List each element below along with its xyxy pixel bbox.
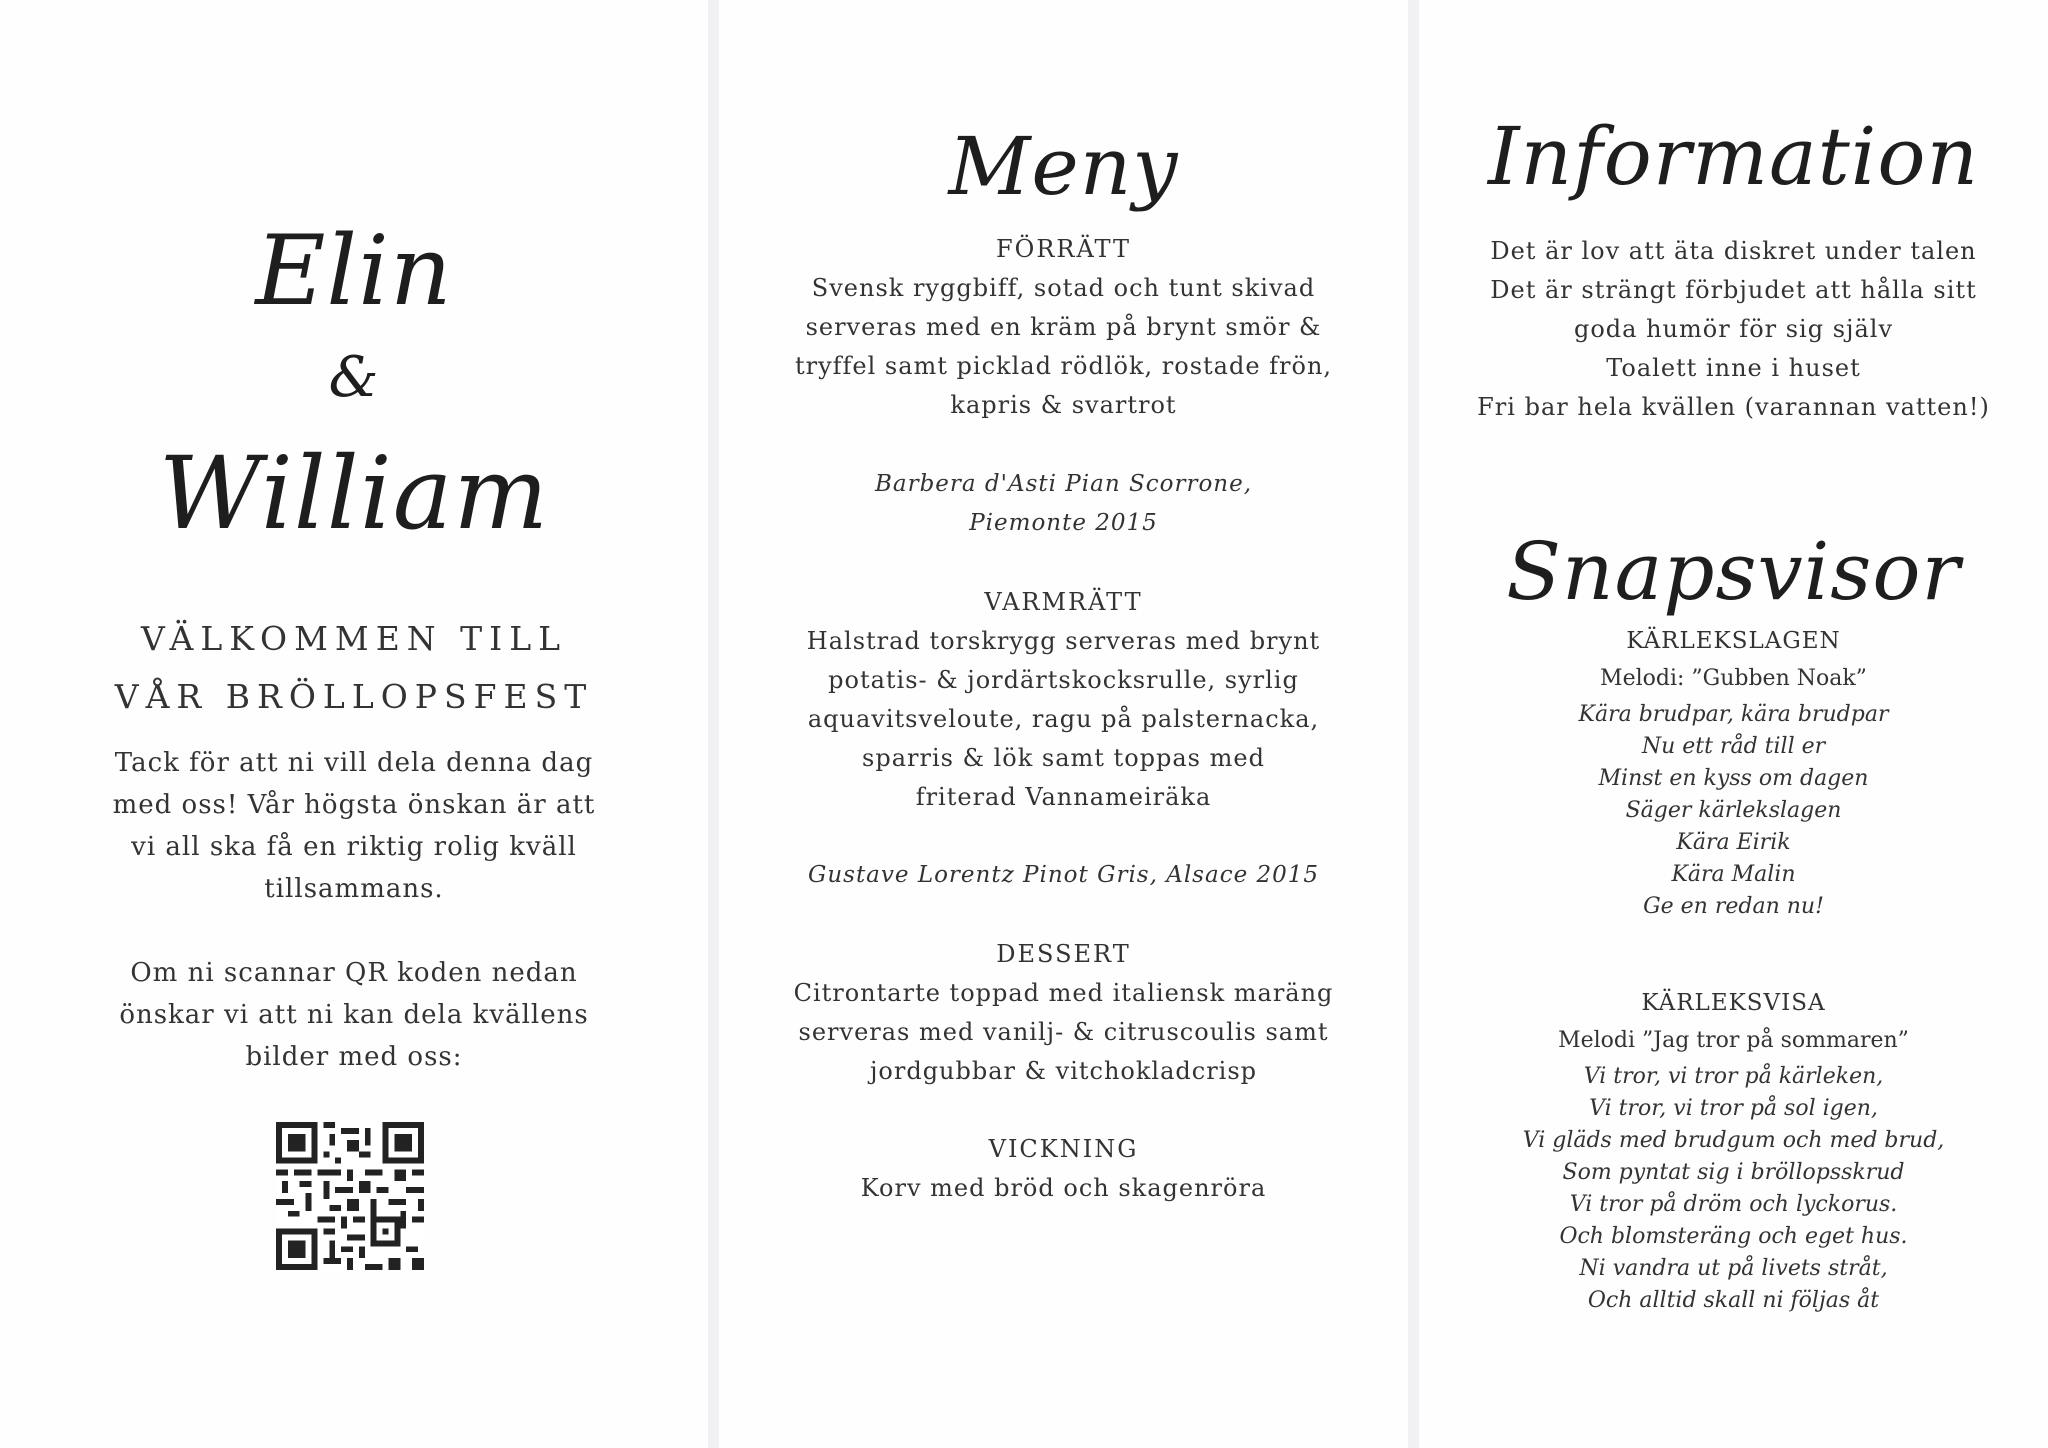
info-panel <box>1419 0 2048 1448</box>
groom-name: William <box>158 435 550 552</box>
song-1-melody: Melodi: ”Gubben Noak” <box>1600 666 1867 691</box>
lyric-line: Vi tror, vi tror på sol igen, <box>1589 1096 1878 1121</box>
dessert-heading: DESSERT <box>996 940 1131 968</box>
starter-section <box>719 230 1408 425</box>
info-item: Det är lov att äta diskret under talen <box>1490 237 1977 265</box>
lyric-line: Kära brudpar, kära brudpar <box>1578 702 1889 727</box>
song-2-lyrics <box>1419 1061 2048 1317</box>
lyric-line: Nu ett råd till er <box>1641 734 1826 759</box>
late-heading: VICKNING <box>988 1135 1139 1163</box>
dessert-line: serveras med vanilj- & citruscoulis samt <box>798 1018 1329 1046</box>
info-item: goda humör för sig själv <box>1573 315 1894 343</box>
late-line: Korv med bröd och skagenröra <box>860 1174 1267 1202</box>
info-list <box>1419 232 2048 427</box>
main-line: friterad Vannameiräka <box>915 783 1212 811</box>
welcome-line-1: VÄLKOMMEN TILL <box>140 619 568 658</box>
dessert-line: Citrontarte toppad med italiensk maräng <box>793 979 1334 1007</box>
starter-line: Svensk ryggbiff, sotad och tunt skivad <box>811 274 1316 302</box>
lyric-line: Säger kärlekslagen <box>1625 798 1842 823</box>
menu-panel <box>719 0 1408 1448</box>
welcome-line-2: VÅR BRÖLLOPSFEST <box>114 677 594 716</box>
dessert-line: jordgubbar & vitchokladcrisp <box>869 1057 1258 1085</box>
starter-wine-line: Barbera d'Asti Pian Scorrone, <box>874 471 1253 497</box>
main-line: Halstrad torskrygg serveras med brynt <box>806 627 1321 655</box>
bride-name: Elin <box>255 215 453 327</box>
main-line: aquavitsveloute, ragu på palsternacka, <box>807 705 1320 733</box>
song-1-title: KÄRLEKSLAGEN <box>1626 628 1841 654</box>
lyric-line: Kära Eirik <box>1676 830 1791 855</box>
main-heading: VARMRÄTT <box>984 588 1143 616</box>
lyric-line: Ni vandra ut på livets stråt, <box>1579 1256 1888 1281</box>
info-item: Fri bar hela kvällen (varannan vatten!) <box>1477 393 1990 421</box>
starter-line: serveras med en kräm på brynt smör & <box>805 313 1322 341</box>
lyric-line: Vi gläds med brudgum och med brud, <box>1522 1128 1945 1153</box>
lyric-line: Minst en kyss om dagen <box>1598 766 1869 791</box>
lyric-line: Vi tror, vi tror på kärleken, <box>1583 1064 1884 1089</box>
qr-instructions: Om ni scannar QR koden nedan önskar vi att ni kan dela kvällens bilder med oss: <box>119 958 589 1072</box>
welcome-heading <box>0 610 708 726</box>
song-2-melody: Melodi ”Jag tror på sommaren” <box>1558 1028 1909 1053</box>
main-line: potatis- & jordärtskocksrulle, syrlig <box>828 666 1299 694</box>
lyric-line: Och alltid skall ni följas åt <box>1587 1288 1880 1313</box>
starter-line: kapris & svartrot <box>950 391 1177 419</box>
song-2-title: KÄRLEKSVISA <box>1641 990 1826 1016</box>
late-section <box>719 1130 1408 1208</box>
snaps-title: Snapsvisor <box>1506 525 1961 618</box>
starter-heading: FÖRRÄTT <box>996 235 1131 263</box>
starter-line: tryffel samt picklad rödlök, rostade frön, <box>794 352 1333 380</box>
lyric-line: Som pyntat sig i bröllopsskrud <box>1562 1160 1905 1185</box>
starter-wine <box>719 465 1408 543</box>
main-line: sparris & lök samt toppas med <box>862 744 1265 772</box>
starter-wine-line: Piemonte 2015 <box>969 510 1158 536</box>
lyric-line: Kära Malin <box>1671 862 1796 887</box>
ampersand: & <box>328 345 380 410</box>
welcome-panel <box>0 0 708 1448</box>
main-wine: Gustave Lorentz Pinot Gris, Alsace 2015 <box>807 862 1320 888</box>
info-item: Toalett inne i huset <box>1606 354 1861 382</box>
intro-text: Tack för att ni vill dela denna dag med oss! Vår högsta önskan är att vi all ska få en riktig rolig kväll tillsammans. <box>112 748 596 904</box>
lyric-line: Och blomsteräng och eget hus. <box>1559 1224 1908 1249</box>
main-section <box>719 583 1408 817</box>
lyric-line: Ge en redan nu! <box>1643 894 1824 919</box>
qr-code[interactable] <box>276 1122 424 1270</box>
lyric-line: Vi tror på dröm och lyckorus. <box>1569 1192 1898 1217</box>
song-2 <box>1419 990 2048 1317</box>
info-item: Det är strängt förbjudet att hålla sitt <box>1490 276 1977 304</box>
info-title: Information <box>1487 110 1980 203</box>
menu-title: Meny <box>948 120 1179 213</box>
dessert-section <box>719 935 1408 1091</box>
song-1-lyrics <box>1419 699 2048 923</box>
song-1 <box>1419 628 2048 923</box>
